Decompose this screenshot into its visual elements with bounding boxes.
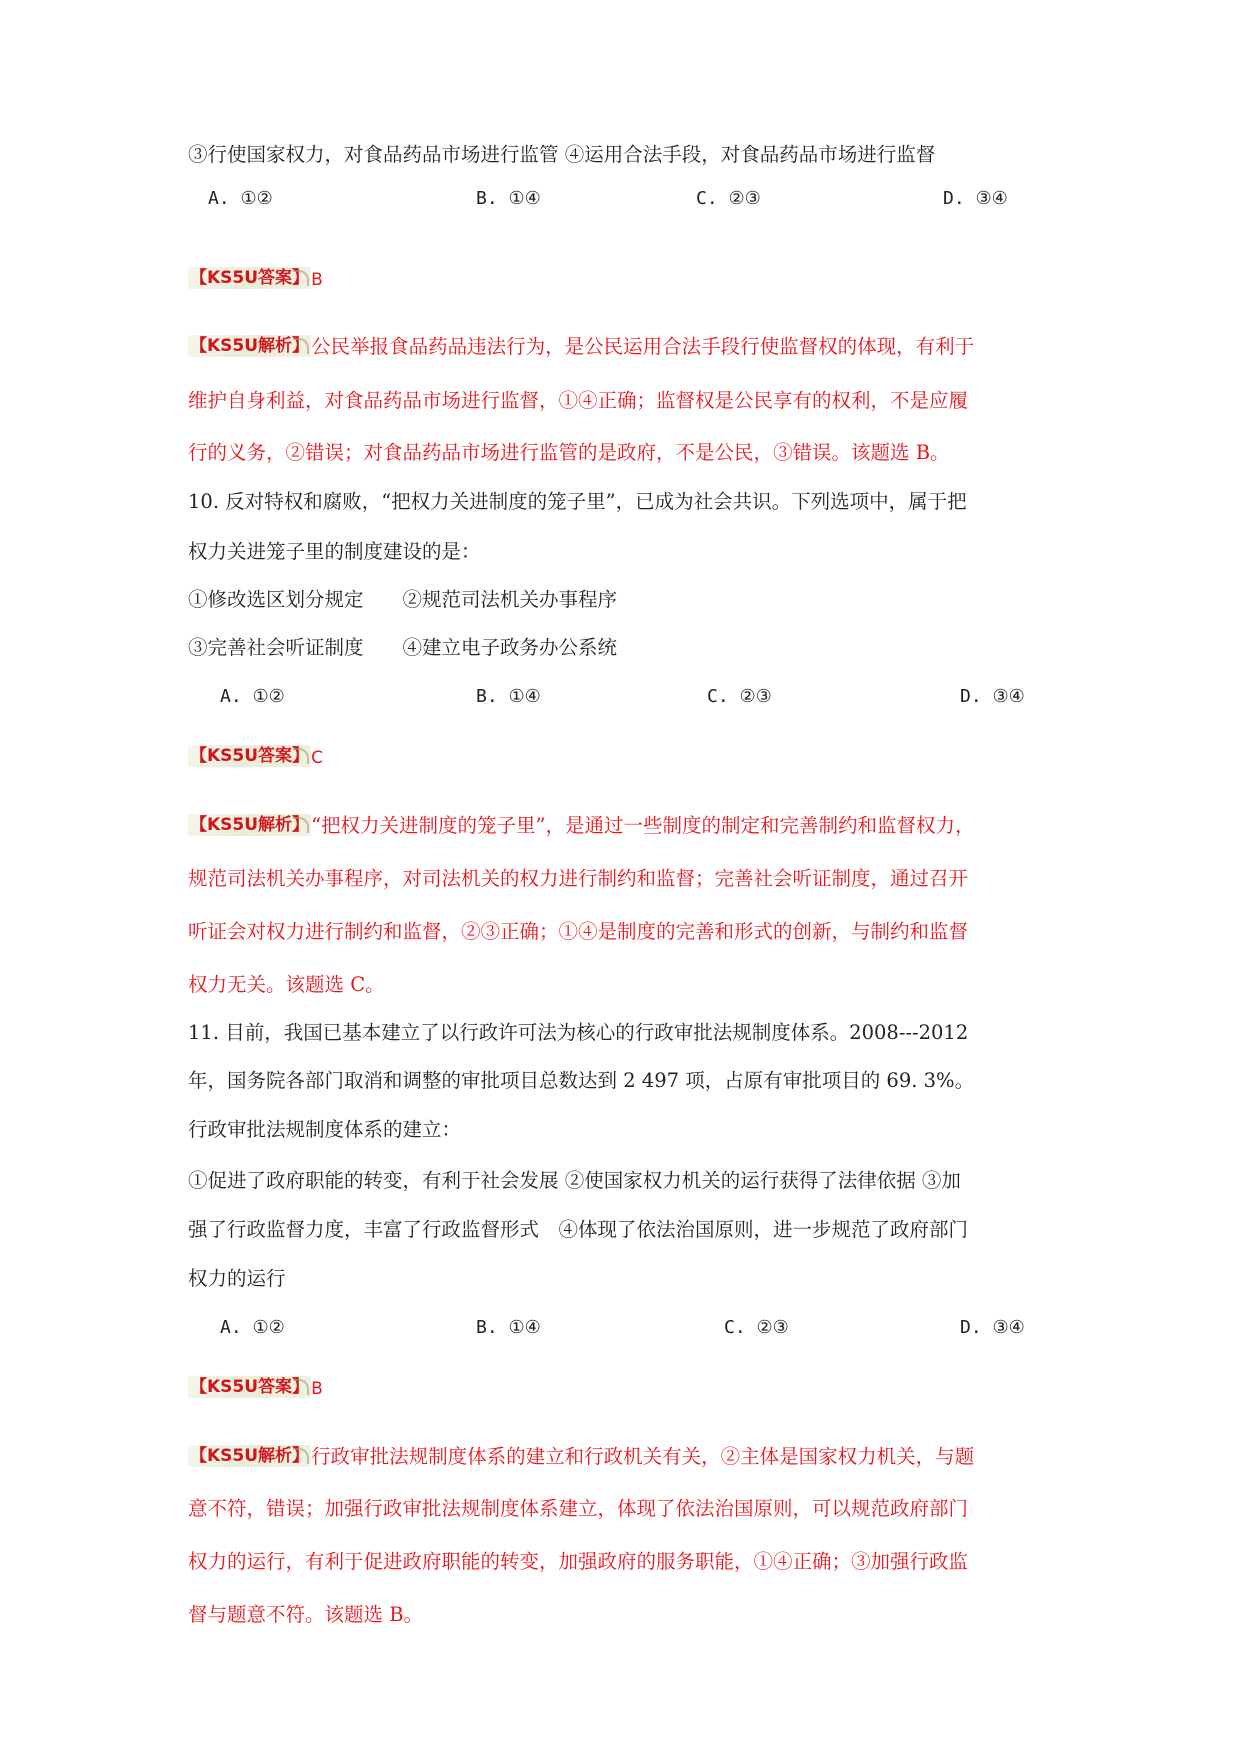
answer-tag: 【KS5U答案】	[190, 1377, 310, 1397]
analysis-tag: 【KS5U解析】	[190, 1446, 310, 1466]
q11-choice-a: A. ①②	[220, 1317, 285, 1338]
answer-tag: 【KS5U答案】	[190, 268, 310, 288]
q11-stem-line-1: 11. 目前，我国已基本建立了以行政许可法为核心的行政审批法规制度体系。2008---2012	[188, 1021, 969, 1044]
q9-analysis-line-3: 行的义务，②错误；对食品药品市场进行监管的是政府，不是公民，③错误。该题选 B。	[188, 441, 950, 464]
q9-choice-d: D. ③④	[943, 188, 1008, 209]
q9-choice-b: B. ①④	[476, 188, 541, 209]
q10-answer: C	[311, 748, 323, 768]
q9-option-line: ③行使国家权力，对食品药品市场进行监管 ④运用合法手段，对食品药品市场进行监督	[188, 143, 936, 166]
q11-analysis-line-3: 权力的运行，有利于促进政府职能的转变，加强政府的服务职能，①④正确；③加强行政监	[188, 1550, 969, 1573]
q11-answer: B	[311, 1379, 323, 1399]
q10-option-line-2: ③完善社会听证制度 ④建立电子政务办公系统	[188, 636, 618, 659]
answer-tag: 【KS5U答案】	[190, 746, 310, 766]
q9-answer: B	[311, 270, 323, 290]
q9-choice-a: A. ①②	[208, 188, 273, 209]
analysis-tag: 【KS5U解析】	[190, 336, 310, 356]
q10-stem-line-2: 权力关进笼子里的制度建设的是：	[188, 540, 481, 563]
q10-analysis-line-4: 权力无关。该题选 C。	[188, 973, 385, 996]
q11-choice-b: B. ①④	[476, 1317, 541, 1338]
q10-choice-a: A. ①②	[220, 686, 285, 707]
q11-option-line-2: 强了行政监督力度，丰富了行政监督形式 ④体现了依法治国原则，进一步规范了政府部门	[188, 1218, 969, 1241]
q11-option-line-1: ①促进了政府职能的转变，有利于社会发展 ②使国家权力机关的运行获得了法律依据 ③加	[188, 1169, 961, 1192]
q10-stem-line-1: 10. 反对特权和腐败，“把权力关进制度的笼子里”，已成为社会共识。下列选项中，属于把	[188, 490, 967, 513]
q11-choice-d: D. ③④	[960, 1317, 1025, 1338]
q11-analysis-line-2: 意不符，错误；加强行政审批法规制度体系建立，体现了依法治国原则，可以规范政府部门	[188, 1497, 969, 1520]
q11-choices	[0, 1313, 1241, 1343]
q10-choices	[0, 682, 1241, 712]
q10-analysis-line-3: 听证会对权力进行制约和监督，②③正确；①④是制度的完善和形式的创新，与制约和监督	[188, 920, 969, 943]
q9-answer-row	[188, 264, 323, 295]
analysis-tag: 【KS5U解析】	[190, 815, 310, 835]
q10-choice-d: D. ③④	[960, 686, 1025, 707]
q11-analysis-line-1: 【KS5U解析】 行政审批法规制度体系的建立和行政机关有关，②主体是国家权力机关，与题	[190, 1445, 975, 1468]
q9-choice-c: C. ②③	[696, 188, 761, 209]
q10-analysis-line-2: 规范司法机关办事程序，对司法机关的权力进行制约和监督；完善社会听证制度，通过召开	[188, 867, 969, 890]
q11-analysis-line-4: 督与题意不符。该题选 B。	[188, 1603, 424, 1626]
q10-option-line-1: ①修改选区划分规定 ②规范司法机关办事程序	[188, 588, 618, 611]
q9-analysis-line-2: 维护自身利益，对食品药品市场进行监督，①④正确；监督权是公民享有的权利，不是应履	[188, 389, 969, 412]
q11-option-line-3: 权力的运行	[188, 1267, 286, 1290]
q10-choice-b: B. ①④	[476, 686, 541, 707]
q11-stem-line-2: 年，国务院各部门取消和调整的审批项目总数达到 2 497 项，占原有审批项目的 69. 3%。	[188, 1069, 975, 1092]
q10-answer-row	[188, 742, 323, 773]
q10-choice-c: C. ②③	[707, 686, 772, 707]
q9-analysis-line-1: 【KS5U解析】 公民举报食品药品违法行为，是公民运用合法手段行使监督权的体现，有利于	[190, 335, 975, 358]
q11-choice-c: C. ②③	[724, 1317, 789, 1338]
q11-stem-line-3: 行政审批法规制度体系的建立：	[188, 1118, 462, 1141]
q10-analysis-line-1: 【KS5U解析】 “把权力关进制度的笼子里”，是通过一些制度的制定和完善制约和监督权力，	[190, 814, 975, 837]
q11-answer-row	[188, 1373, 323, 1404]
q9-choices	[0, 184, 1241, 214]
